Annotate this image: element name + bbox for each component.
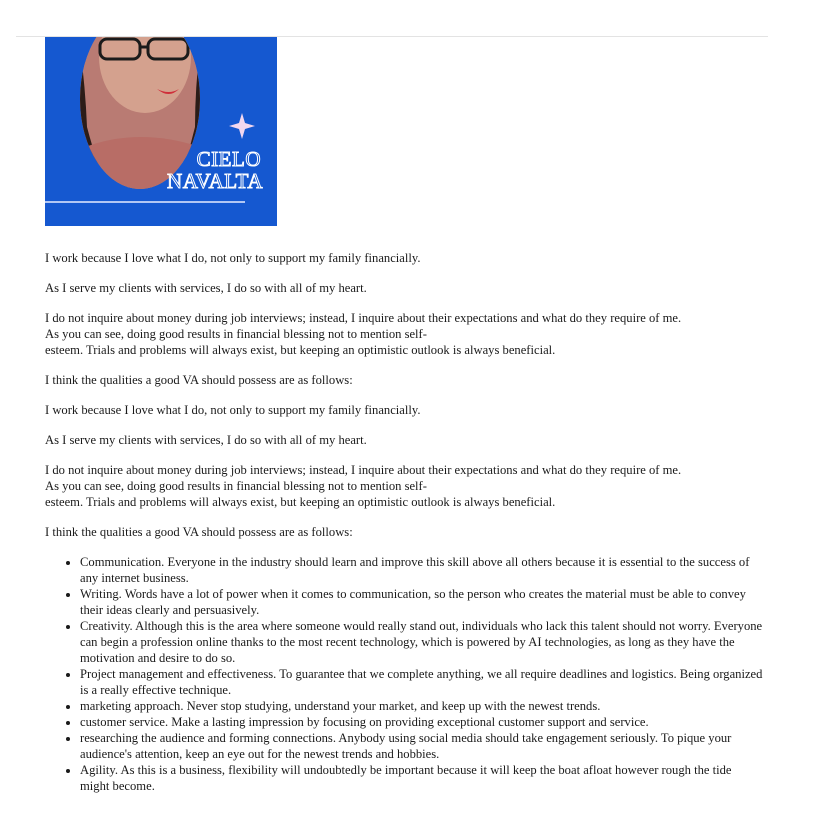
- list-item: • researching the audience and forming connections. Anybody using social media should take engagement seriously. To pique your audience's attention, keep an eye out for the newest trends and hobbies.: [80, 730, 764, 762]
- portrait-illustration: [45, 37, 277, 226]
- paragraph: As I serve my clients with services, I do so with all of my heart.: [45, 433, 367, 447]
- list-item: • Creativity. Although this is the area where someone would really stand out, individuals who lack this talent should not worry. Everyone can begin a profession online thanks to the most recent technology, which is powered by AI technologies, as long as they have the motivation and desire to do so.: [80, 618, 764, 666]
- paragraph: I work because I love what I do, not only to support my family financially.: [45, 251, 421, 265]
- profile-first-name: CIELO: [196, 147, 261, 171]
- paragraph: I think the qualities a good VA should possess are as follows:: [45, 525, 353, 539]
- qualities-list: [45, 554, 764, 794]
- profile-name: [45, 148, 261, 192]
- list-item: • marketing approach. Never stop studying, understand your market, and keep up with the newest trends.: [80, 698, 764, 714]
- list-item: • Project management and effectiveness. To guarantee that we complete anything, we all require deadlines and logistics. Being organized is a really effective technique.: [80, 666, 764, 698]
- about-content: [45, 250, 775, 794]
- paragraph: I do not inquire about money during job interviews; instead, I inquire about their expectations and what do they require of me. As you can see, doing good results in financial blessing not to mention self- esteem. Trials and problems will always exist, but keeping an optimistic outlook is always beneficial.: [45, 463, 682, 509]
- paragraph: I think the qualities a good VA should possess are as follows:: [45, 373, 353, 387]
- list-item: • customer service. Make a lasting impression by focusing on providing exceptional customer support and service.: [80, 714, 764, 730]
- list-item: • Writing. Words have a lot of power when it comes to communication, so the person who creates the material must be able to convey their ideas clearly and persuasively.: [80, 586, 764, 618]
- profile-banner: [45, 37, 277, 226]
- sparkle-icon: [229, 113, 255, 139]
- paragraph: As I serve my clients with services, I do so with all of my heart.: [45, 281, 367, 295]
- paragraph: I work because I love what I do, not only to support my family financially.: [45, 403, 421, 417]
- list-item: • Agility. As this is a business, flexibility will undoubtedly be important because it will keep the boat afloat however rough the tide might become.: [80, 762, 764, 794]
- profile-last-name: NAVALTA: [167, 169, 263, 193]
- paragraph: I do not inquire about money during job interviews; instead, I inquire about their expectations and what do they require of me. As you can see, doing good results in financial blessing not to mention self- esteem. Trials and problems will always exist, but keeping an optimistic outlook is always beneficial.: [45, 311, 682, 357]
- list-item: • Communication. Everyone in the industry should learn and improve this skill above all others because it is essential to the success of any internet business.: [80, 554, 764, 586]
